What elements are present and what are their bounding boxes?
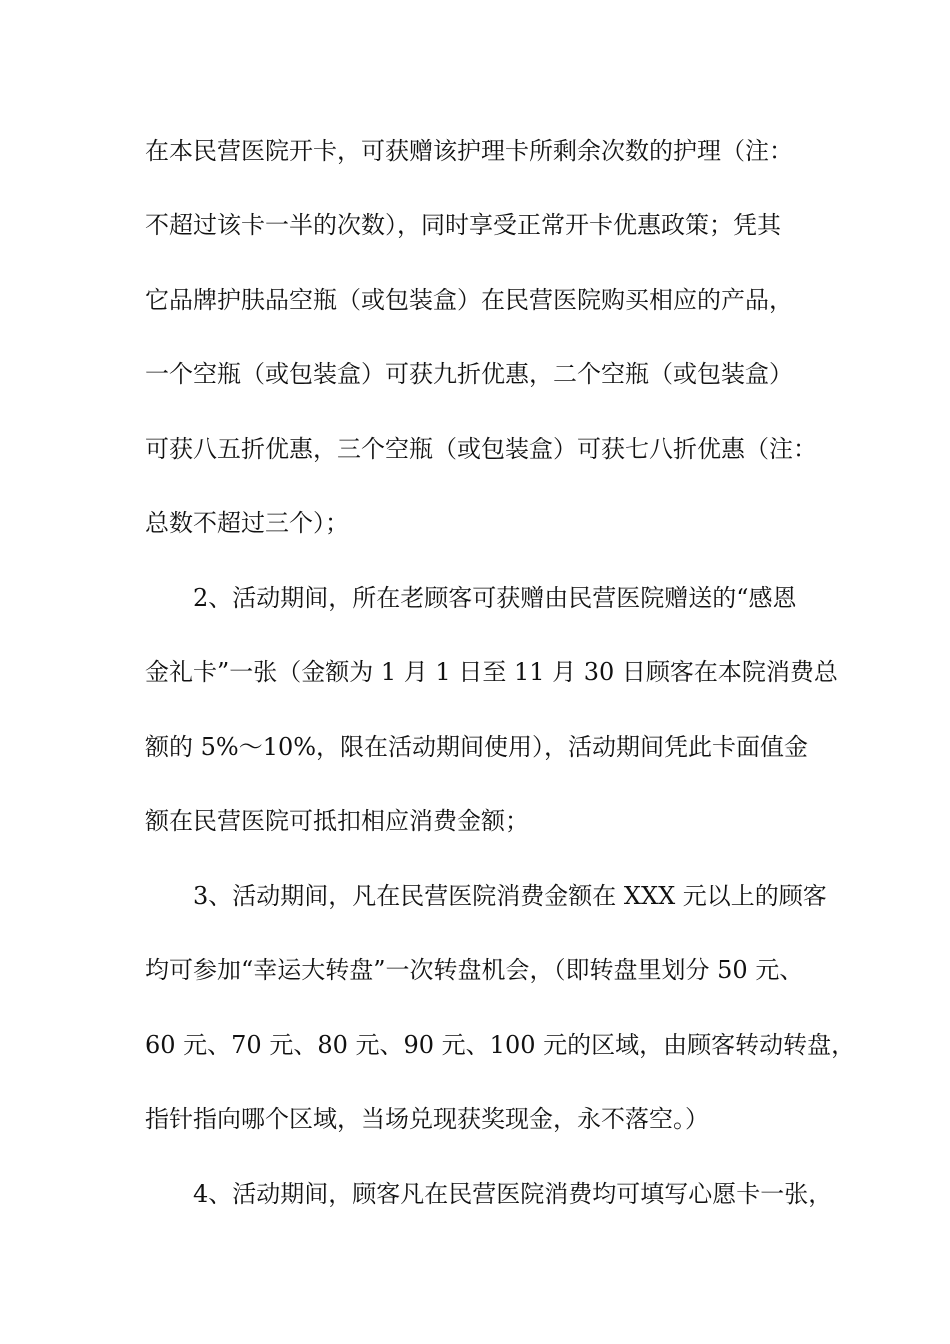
paragraph-item-2-start: 2、活动期间，所在老顾客可获赠由民营医院赠送的“感恩 — [193, 584, 797, 612]
text-line: 额的 5%～10%，限在活动期间使用），活动期间凭此卡面值金 — [145, 733, 809, 761]
text-line: 一个空瓶（或包装盒）可获九折优惠，二个空瓶（或包装盒） — [145, 360, 793, 388]
text-line: 均可参加“幸运大转盘”一次转盘机会，（即转盘里划分 50 元、 — [145, 956, 804, 984]
text-line: 金礼卡”一张（金额为 1 月 1 日至 11 月 30 日顾客在本院消费总 — [145, 658, 838, 686]
paragraph-item-4-start: 4、活动期间，顾客凡在民营医院消费均可填写心愿卡一张， — [193, 1180, 833, 1208]
text-line: 它品牌护肤品空瓶（或包装盒）在民营医院购买相应的产品， — [145, 286, 793, 314]
text-line: 总数不超过三个）； — [145, 509, 349, 537]
text-line: 60 元、70 元、80 元、90 元、100 元的区域，由顾客转动转盘， — [145, 1031, 856, 1059]
text-line: 指针指向哪个区域，当场兑现获奖现金，永不落空。） — [145, 1105, 709, 1133]
text-line: 可获八五折优惠，三个空瓶（或包装盒）可获七八折优惠（注： — [145, 435, 817, 463]
text-line: 在本民营医院开卡，可获赠该护理卡所剩余次数的护理（注： — [145, 137, 793, 165]
paragraph-item-3-start: 3、活动期间，凡在民营医院消费金额在 XXX 元以上的顾客 — [193, 882, 827, 910]
text-line: 不超过该卡一半的次数），同时享受正常开卡优惠政策；凭其 — [145, 211, 781, 239]
text-line: 额在民营医院可抵扣相应消费金额； — [145, 807, 529, 835]
